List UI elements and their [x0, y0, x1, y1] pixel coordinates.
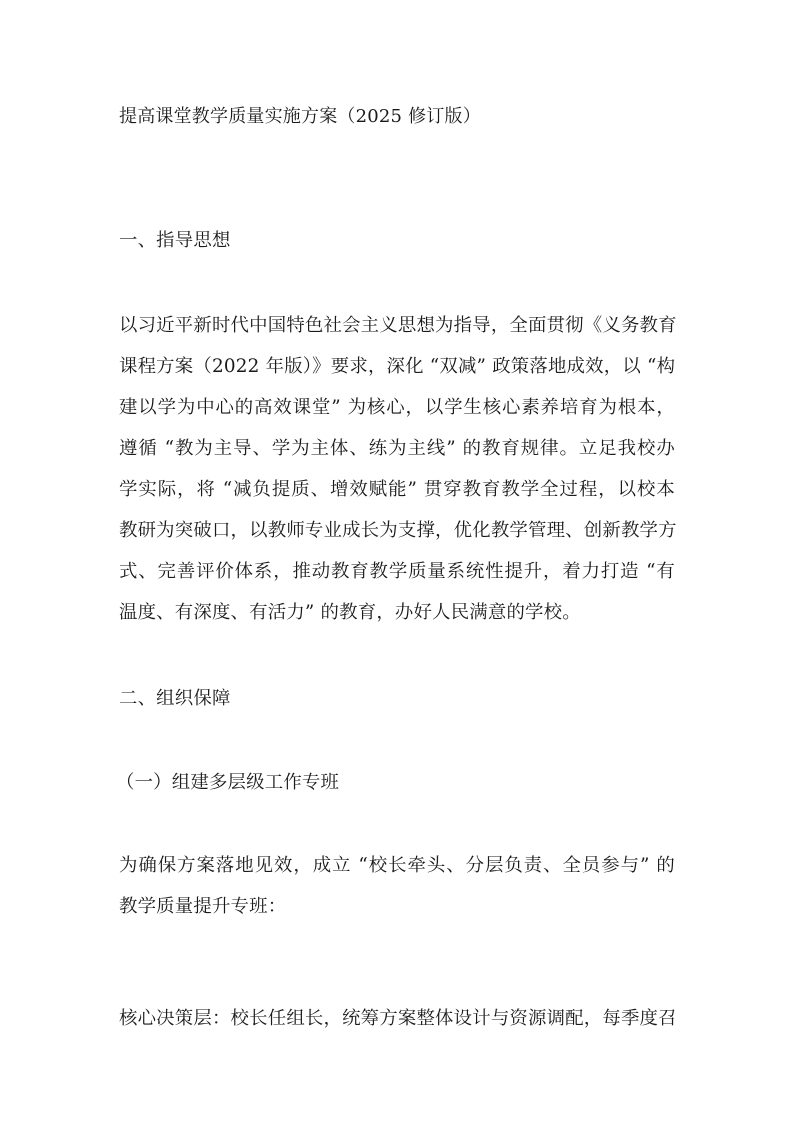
paragraph-line: 教学质量提升专班： [119, 896, 287, 917]
subsection-heading-work-team: （一）组建多层级工作专班 [116, 772, 340, 793]
paragraph-line: 温度、有深度、有活力” 的教育，办好人民满意的学校。 [119, 602, 581, 623]
document-title: 提高课堂教学质量实施方案（2025 修订版） [119, 106, 481, 127]
section-heading-guiding-ideology: 一、指导思想 [119, 230, 231, 251]
paragraph-line: 以习近平新时代中国特色社会主义思想为指导，全面贯彻《义务教育 [119, 315, 677, 336]
paragraph-line: 教研为突破口，以教师专业成长为支撑，优化教学管理、创新教学方 [119, 520, 677, 541]
paragraph-line: 遵循 “教为主导、学为主体、练为主线” 的教育规律。立足我校办 [119, 438, 675, 459]
paragraph-line: 式、完善评价体系，推动教育教学质量系统性提升，着力打造 “有 [119, 561, 675, 582]
paragraph-line: 核心决策层：校长任组长，统筹方案整体设计与资源调配，每季度召 [119, 1008, 677, 1029]
paragraph-line: 课程方案（2022 年版）》要求，深化 “双减” 政策落地成效，以 “构 [119, 356, 676, 377]
paragraph-line: 为确保方案落地见效，成立 “校长牵头、分层负责、全员参与” 的 [119, 855, 675, 876]
paragraph-line: 学实际，将 “减负提质、增效赋能” 贯穿教育教学全过程，以校本 [119, 479, 675, 500]
paragraph-line: 建以学为中心的高效课堂” 为核心，以学生核心素养培育为根本， [119, 397, 675, 418]
section-heading-organization: 二、组织保障 [119, 688, 231, 709]
